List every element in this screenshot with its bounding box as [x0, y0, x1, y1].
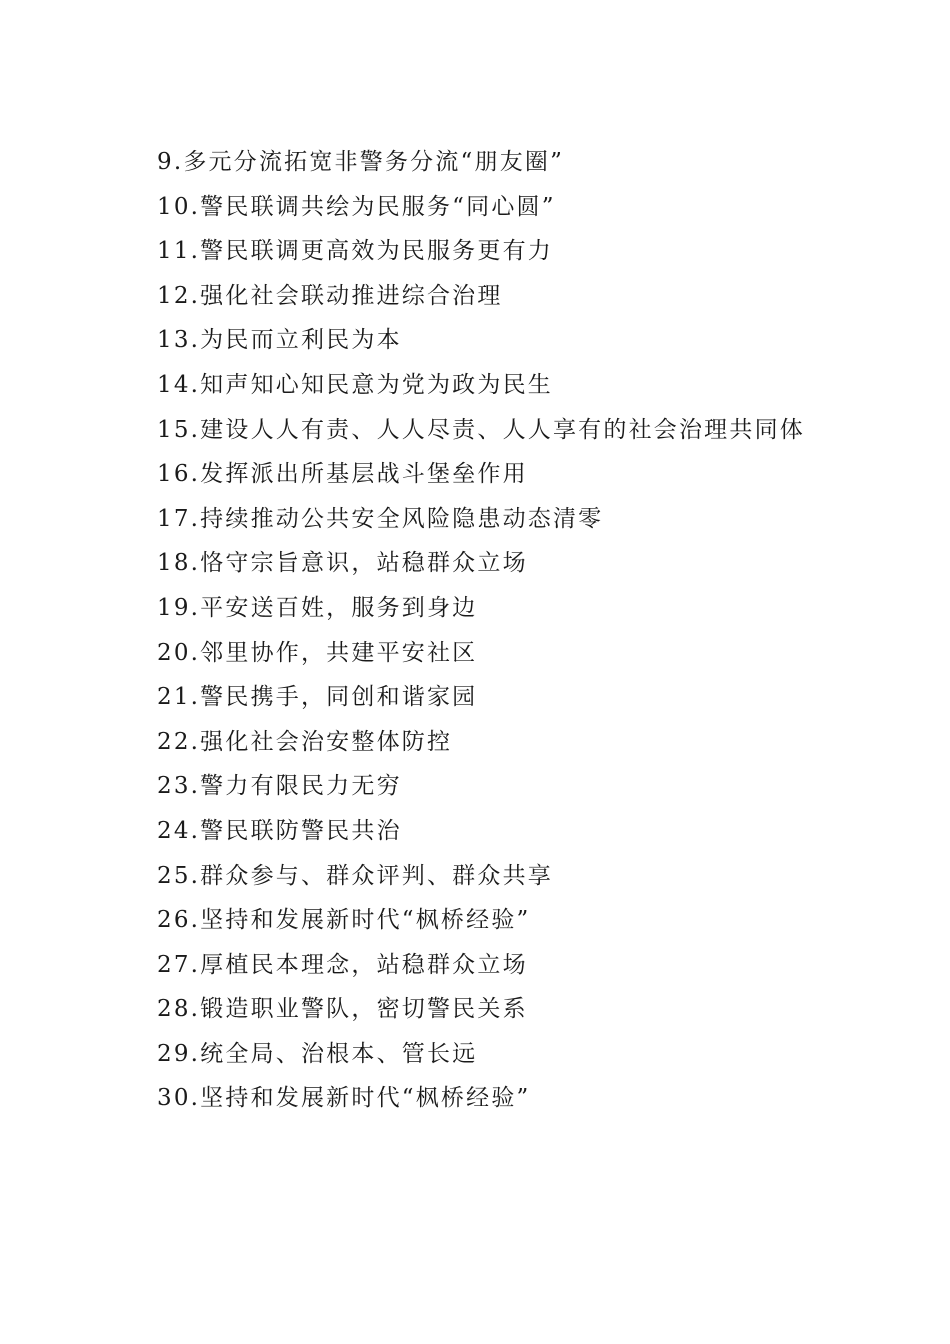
list-item: 19.平安送百姓，服务到身边 — [157, 594, 478, 621]
list-item: 13.为民而立利民为本 — [157, 327, 402, 354]
list-item: 27.厚植民本理念，站稳群众立场 — [157, 951, 528, 978]
list-item: 14.知声知心知民意为党为政为民生 — [157, 371, 553, 398]
list-item: 12.强化社会联动推进综合治理 — [157, 282, 503, 309]
list-item: 20.邻里协作，共建平安社区 — [157, 639, 478, 666]
list-item: 22.强化社会治安整体防控 — [157, 728, 453, 755]
list-item: 18.恪守宗旨意识，站稳群众立场 — [157, 550, 528, 577]
list-item: 25.群众参与、群众评判、群众共享 — [157, 862, 553, 889]
list-item: 29.统全局、治根本、管长远 — [157, 1040, 478, 1067]
list-item: 23.警力有限民力无穷 — [157, 773, 402, 800]
list-item: 11.警民联调更高效为民服务更有力 — [157, 238, 553, 265]
list-item: 16.发挥派出所基层战斗堡垒作用 — [157, 461, 528, 488]
list-item: 10.警民联调共绘为民服务“同心圆” — [157, 193, 556, 220]
list-item: 24.警民联防警民共治 — [157, 817, 402, 844]
list-item: 26.坚持和发展新时代“枫桥经验” — [157, 907, 531, 934]
list-item: 17.持续推动公共安全风险隐患动态清零 — [157, 505, 604, 532]
list-item: 21.警民携手，同创和谐家园 — [157, 684, 478, 711]
list-item: 15.建设人人有责、人人尽责、人人享有的社会治理共同体 — [157, 416, 805, 443]
list-item: 28.锻造职业警队，密切警民关系 — [157, 996, 528, 1023]
list-item: 30.坚持和发展新时代“枫桥经验” — [157, 1085, 531, 1112]
slogan-list — [157, 143, 805, 1124]
list-item: 9.多元分流拓宽非警务分流“朋友圈” — [157, 149, 565, 175]
